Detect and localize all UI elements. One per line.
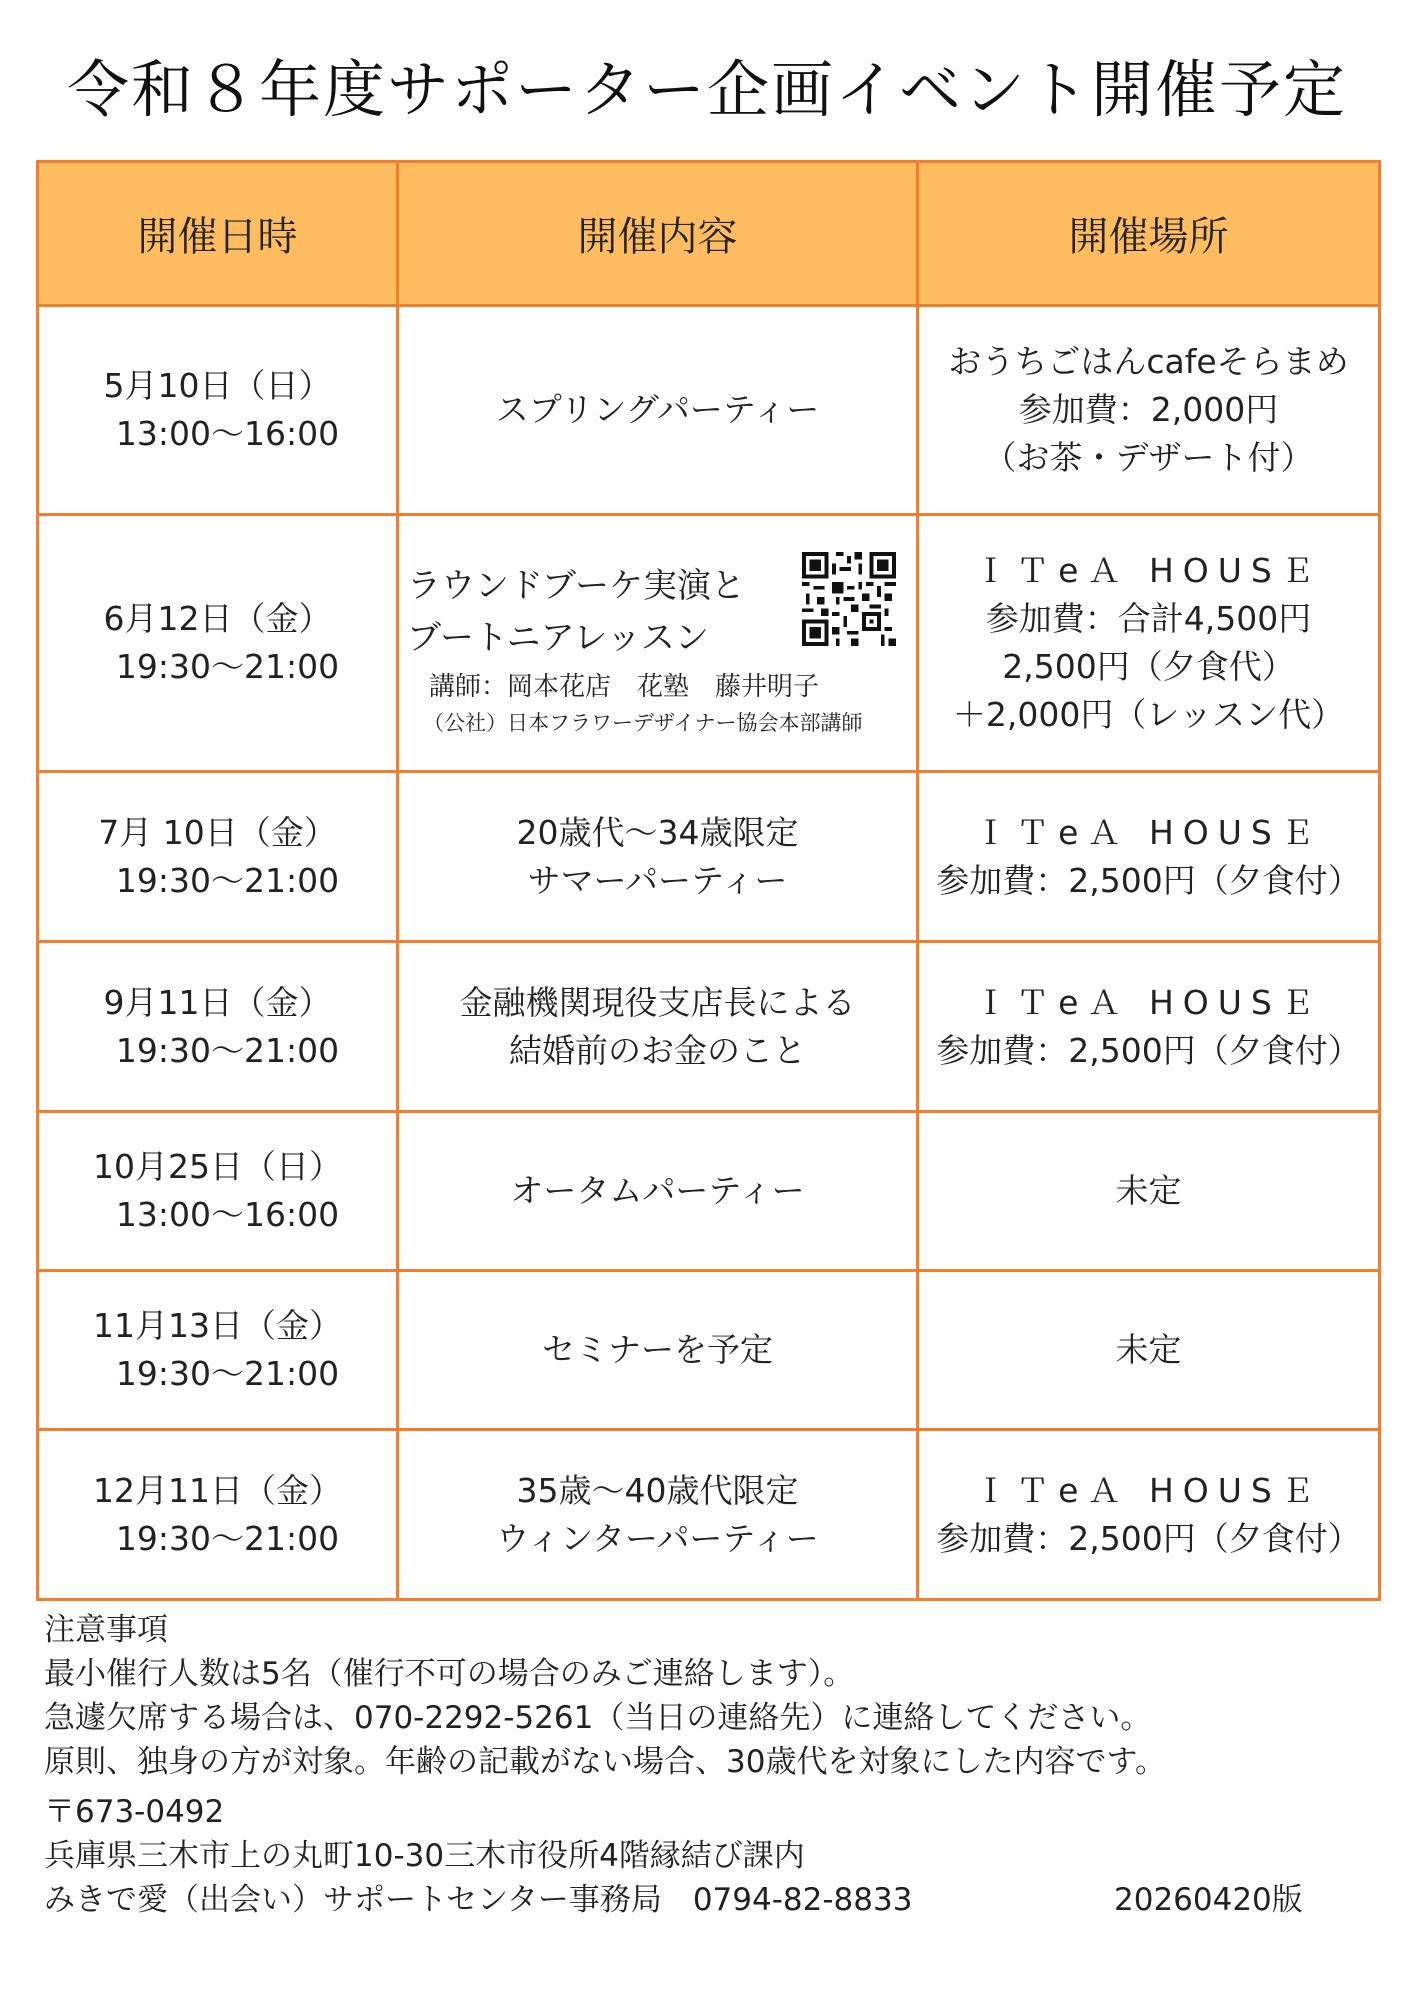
event-subtitle: 35歳〜40歳代限定	[516, 1470, 799, 1510]
table-row	[38, 1112, 1380, 1271]
header-content: 開催内容	[398, 162, 918, 306]
venue-name: ＩＴeＡ HOUSＥ	[974, 982, 1323, 1022]
venue-name: ＩＴeＡ HOUSＥ	[974, 551, 1323, 590]
event-title: 金融機関現役支店長による	[459, 982, 856, 1022]
event-title-line2: ブートニアレッスン	[407, 617, 709, 658]
event-place-cell	[918, 1112, 1380, 1271]
event-schedule-table	[36, 160, 1381, 1601]
event-content-cell	[398, 772, 918, 942]
office-contact: みきで愛（出会い）サポートセンター事務局 0794-82-8833	[44, 1882, 913, 1918]
fee: 参加費：2,000円	[1018, 390, 1279, 429]
event-title: ウィンターパーティー	[496, 1518, 819, 1558]
event-content-cell	[398, 1430, 918, 1600]
event-time: 19:30〜21:00	[115, 1354, 340, 1393]
contact-line	[44, 1878, 1384, 1922]
event-time: 13:00〜16:00	[115, 1195, 340, 1234]
event-time: 19:30〜21:00	[115, 1030, 340, 1070]
header-place: 開催場所	[918, 162, 1380, 306]
event-date-cell	[38, 1112, 398, 1271]
event-place-cell	[918, 515, 1380, 772]
event-date: 7月 10日（金）	[98, 812, 337, 852]
note-item: 最小催行人数は5名（催行不可の場合のみご連絡します）。	[44, 1656, 855, 1692]
table-header-row	[38, 162, 1380, 306]
event-time: 19:30〜21:00	[115, 860, 340, 900]
event-title-line2: 結婚前のお金のこと	[509, 1030, 806, 1070]
qr-code-icon[interactable]	[802, 552, 896, 646]
event-title: オータムパーティー	[510, 1171, 805, 1210]
venue-name: 未定	[1115, 1330, 1182, 1369]
edition-label: 20260420版	[1114, 1882, 1303, 1918]
event-place-cell	[918, 306, 1380, 515]
fee: 参加費：2,500円（夕食付）	[936, 1518, 1361, 1558]
note-item: 原則、独身の方が対象。年齢の記載がない場合、30歳代を対象にした内容です。	[44, 1744, 1166, 1780]
event-place-cell	[918, 772, 1380, 942]
event-content-cell	[398, 515, 918, 772]
lecturer: 講師：岡本花店 花塾 藤井明子	[429, 671, 820, 702]
event-time: 19:30〜21:00	[115, 1518, 340, 1558]
event-date-cell	[38, 515, 398, 772]
venue-name: ＩＴeＡ HOUSＥ	[974, 1470, 1323, 1510]
event-date: 12月11日（金）	[93, 1470, 342, 1510]
event-date-cell	[38, 306, 398, 515]
lecturer-organization: （公社）日本フラワーデザイナー協会本部講師	[423, 710, 863, 735]
event-date: 10月25日（日）	[93, 1147, 342, 1186]
event-date: 9月11日（金）	[103, 982, 332, 1022]
fee-note: （お茶・デザート付）	[983, 438, 1314, 477]
header-date: 開催日時	[38, 162, 398, 306]
event-date: 5月10日（日）	[103, 366, 332, 405]
venue-name: ＩＴeＡ HOUSＥ	[974, 812, 1323, 852]
event-subtitle: 20歳代〜34歳限定	[516, 812, 799, 852]
event-place-cell	[918, 942, 1380, 1112]
venue-name: おうちごはんcafeそらまめ	[948, 342, 1349, 381]
table-row	[38, 306, 1380, 515]
event-title: セミナーを予定	[542, 1330, 773, 1369]
fee: 参加費：2,500円（夕食付）	[936, 1030, 1361, 1070]
event-time: 19:30〜21:00	[115, 647, 340, 686]
event-date-cell	[38, 1430, 398, 1600]
page-title: 令和８年度サポーター企画イベント開催予定	[66, 53, 1347, 126]
fee-dinner: 2,500円（夕食代）	[1002, 647, 1295, 686]
address: 兵庫県三木市上の丸町10-30三木市役所4階縁結び課内	[44, 1838, 805, 1874]
postal-code: 〒673-0492	[44, 1794, 225, 1830]
event-place-cell	[918, 1271, 1380, 1430]
event-time: 13:00〜16:00	[115, 414, 340, 453]
table-row	[38, 515, 1380, 772]
event-content-cell	[398, 306, 918, 515]
event-date: 6月12日（金）	[103, 599, 332, 638]
event-place-cell	[918, 1430, 1380, 1600]
venue-name: 未定	[1115, 1171, 1182, 1210]
table-row	[38, 942, 1380, 1112]
notes-section	[44, 1608, 1384, 1922]
event-content-cell	[398, 1271, 918, 1430]
event-content-cell	[398, 1112, 918, 1271]
table-row	[38, 1430, 1380, 1600]
event-date: 11月13日（金）	[93, 1306, 342, 1345]
event-content-cell	[398, 942, 918, 1112]
note-item: 急遽欠席する場合は、070-2292-5261（当日の連絡先）に連絡してください。	[44, 1700, 1152, 1736]
event-date-cell	[38, 1271, 398, 1430]
table-row	[38, 772, 1380, 942]
event-title: ラウンドブーケ実演と	[407, 565, 745, 606]
event-title: サマーパーティー	[527, 860, 788, 900]
fee: 参加費：合計4,500円	[985, 599, 1312, 638]
event-date-cell	[38, 772, 398, 942]
notes-heading: 注意事項	[44, 1612, 168, 1648]
table-row	[38, 1271, 1380, 1430]
fee-lesson: ＋2,000円（レッスン代）	[952, 695, 1345, 734]
event-date-cell	[38, 942, 398, 1112]
fee: 参加費：2,500円（夕食付）	[936, 860, 1361, 900]
event-title: スプリングパーティー	[495, 390, 820, 429]
